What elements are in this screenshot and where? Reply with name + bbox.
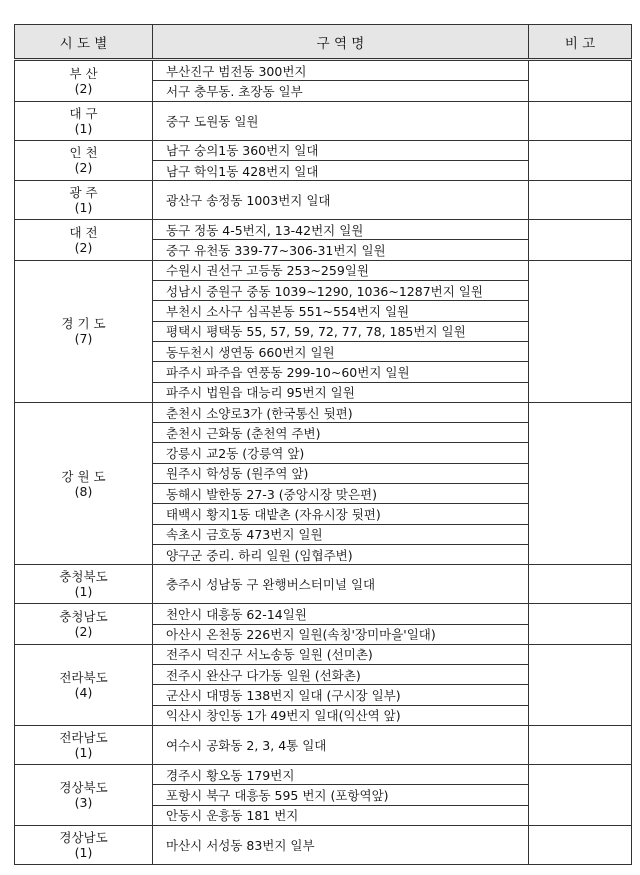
- table-body: [15, 60, 632, 865]
- region-cell: [15, 825, 153, 864]
- region-count: (2): [74, 160, 93, 176]
- area-cell: 수원시 권선구 고등동 253~259일원: [153, 260, 529, 280]
- area-cell: 동구 정동 4-5번지, 13-42번지 일원: [153, 220, 529, 240]
- note-cell: [529, 140, 632, 181]
- area-cell: 마산시 서성동 83번지 일부: [153, 825, 529, 864]
- note-cell: [529, 181, 632, 220]
- region-count: (1): [74, 200, 93, 216]
- area-cell: 서구 충무동. 초장동 일부: [153, 81, 529, 101]
- table-row: [15, 726, 632, 765]
- region-name: 대 구: [69, 105, 98, 121]
- area-cell: 충주시 성남동 구 완행버스터미널 일대: [153, 565, 529, 604]
- region-name: 광 주: [69, 185, 98, 201]
- header-row: [15, 25, 632, 60]
- area-cell: 천안시 대흥동 62-14일원: [153, 604, 529, 624]
- region-name: 강 원 도: [61, 468, 106, 484]
- table-row: [15, 565, 632, 604]
- region-count: (2): [74, 239, 93, 255]
- table-row: [15, 644, 632, 664]
- header-note: 비 고: [529, 25, 632, 60]
- note-cell: [529, 604, 632, 645]
- area-cell: 광산구 송정동 1003번지 일대: [153, 181, 529, 220]
- header-region: 시 도 별: [15, 25, 153, 60]
- region-count: (7): [74, 331, 93, 347]
- note-cell: [529, 220, 632, 261]
- region-cell: [15, 181, 153, 220]
- area-cell: 여수시 공화동 2, 3, 4통 일대: [153, 726, 529, 765]
- region-count: (3): [74, 794, 93, 810]
- area-cell: 양구군 중리. 하리 일원 (임협주변): [153, 544, 529, 564]
- region-name: 경상남도: [59, 829, 108, 845]
- region-cell: [15, 765, 153, 826]
- area-cell: 동해시 발한동 27-3 (중앙시장 맞은편): [153, 484, 529, 504]
- table-row: [15, 604, 632, 624]
- area-cell: 아산시 온천동 226번지 일원(속칭'장미마을'일대): [153, 624, 529, 644]
- region-name: 충청남도: [59, 609, 108, 625]
- region-name: 경상북도: [59, 779, 108, 795]
- area-cell: 남구 학익1동 428번지 일대: [153, 160, 529, 180]
- table-row: [15, 181, 632, 220]
- region-count: (1): [74, 584, 93, 600]
- area-cell: 춘천시 근화동 (춘천역 주변): [153, 423, 529, 443]
- region-cell: [15, 140, 153, 181]
- note-cell: [529, 402, 632, 564]
- area-cell: 파주시 법원읍 대능리 95번지 일원: [153, 382, 529, 402]
- note-cell: [529, 60, 632, 102]
- note-cell: [529, 765, 632, 826]
- note-cell: [529, 101, 632, 140]
- note-cell: [529, 260, 632, 402]
- area-cell: 강릉시 교2동 (강릉역 앞): [153, 443, 529, 463]
- note-cell: [529, 565, 632, 604]
- table-row: [15, 765, 632, 785]
- area-cell: 군산시 대명동 138번지 일대 (구시장 일부): [153, 685, 529, 705]
- area-cell: 춘천시 소양로3가 (한국통신 뒷편): [153, 402, 529, 422]
- note-cell: [529, 825, 632, 864]
- region-cell: [15, 60, 153, 102]
- table-row: [15, 402, 632, 422]
- area-cell: 포항시 북구 대흥동 595 번지 (포항역앞): [153, 785, 529, 805]
- designated-area-table: [14, 24, 632, 865]
- region-name: 인 천: [69, 145, 98, 161]
- header-area: 구 역 명: [153, 25, 529, 60]
- region-name: 대 전: [69, 224, 98, 240]
- note-cell: [529, 644, 632, 725]
- area-cell: 안동시 운흥동 181 번지: [153, 805, 529, 825]
- area-cell: 전주시 완산구 다가동 일원 (선화촌): [153, 665, 529, 685]
- region-name: 전라남도: [59, 730, 108, 746]
- area-cell: 파주시 파주읍 연풍동 299-10~60번지 일원: [153, 362, 529, 382]
- area-cell: 동두천시 생연동 660번지 일원: [153, 341, 529, 361]
- area-cell: 속초시 금호동 473번지 일원: [153, 524, 529, 544]
- region-count: (2): [74, 80, 93, 96]
- region-cell: [15, 260, 153, 402]
- area-cell: 성남시 중원구 중동 1039~1290, 1036~1287번지 일원: [153, 281, 529, 301]
- area-cell: 중구 유천동 339-77~306-31번지 일원: [153, 240, 529, 260]
- region-count: (1): [74, 745, 93, 761]
- area-cell: 태백시 황지1동 대밭촌 (자유시장 뒷편): [153, 504, 529, 524]
- table-row: [15, 825, 632, 864]
- region-count: (4): [74, 684, 93, 700]
- area-cell: 부천시 소사구 심곡본동 551~554번지 일원: [153, 301, 529, 321]
- region-count: (1): [74, 844, 93, 860]
- table-row: [15, 220, 632, 240]
- note-cell: [529, 726, 632, 765]
- area-cell: 경주시 황오동 179번지: [153, 765, 529, 785]
- table-row: [15, 60, 632, 81]
- area-cell: 평택시 평택동 55, 57, 59, 72, 77, 78, 185번지 일원: [153, 321, 529, 341]
- area-cell: 부산진구 범전동 300번지: [153, 60, 529, 81]
- region-name: 부 산: [69, 65, 98, 81]
- region-cell: [15, 101, 153, 140]
- table-row: [15, 140, 632, 160]
- region-name: 충청북도: [59, 569, 108, 585]
- area-cell: 전주시 덕진구 서노송동 일원 (선미촌): [153, 644, 529, 664]
- table-row: [15, 260, 632, 280]
- area-cell: 익산시 창인동 1가 49번지 일대(익산역 앞): [153, 705, 529, 725]
- region-name: 경 기 도: [61, 316, 106, 332]
- region-cell: [15, 220, 153, 261]
- region-count: (1): [74, 120, 93, 136]
- region-count: (8): [74, 483, 93, 499]
- region-count: (2): [74, 624, 93, 640]
- region-cell: [15, 726, 153, 765]
- region-cell: [15, 565, 153, 604]
- area-cell: 원주시 학성동 (원주역 앞): [153, 463, 529, 483]
- area-cell: 중구 도원동 일원: [153, 101, 529, 140]
- table-row: [15, 101, 632, 140]
- region-cell: [15, 604, 153, 645]
- area-cell: 남구 숭의1동 360번지 일대: [153, 140, 529, 160]
- region-name: 전라북도: [59, 669, 108, 685]
- region-cell: [15, 402, 153, 564]
- region-cell: [15, 644, 153, 725]
